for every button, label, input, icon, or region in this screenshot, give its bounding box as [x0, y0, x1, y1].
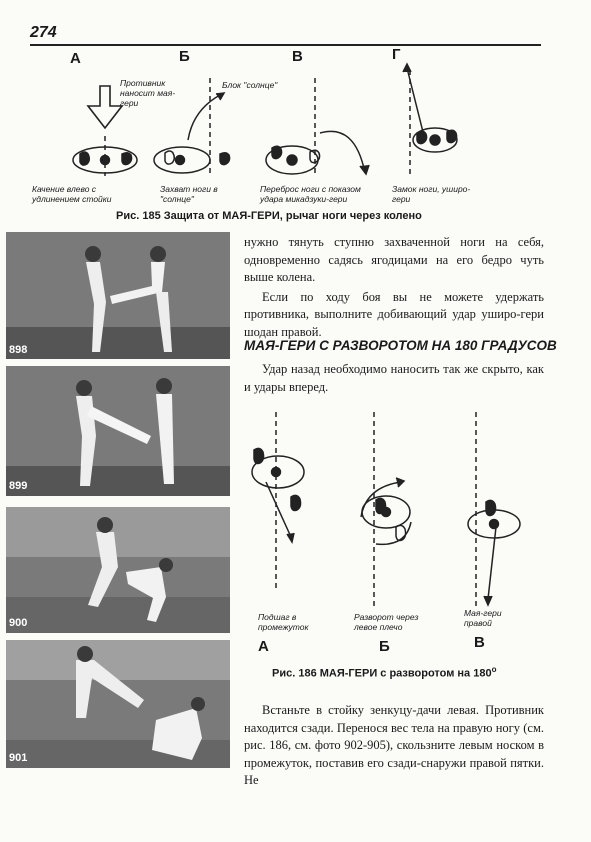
- fig185-letter-v: В: [292, 48, 303, 65]
- fig185-step-b-caption: Захват ноги в "солнце": [160, 184, 218, 204]
- fig185-step-v-caption: Переброс ноги с показом удара микадзуки-гери: [260, 184, 361, 204]
- fig186-letter-v: В: [474, 634, 485, 651]
- block-annotation: Блок "солнце": [222, 80, 278, 90]
- photo-899: [6, 366, 230, 496]
- photo-898-number: 898: [9, 344, 28, 356]
- photo-900: [6, 507, 230, 633]
- fig186-letter-a: А: [258, 638, 269, 655]
- text-block-1: [244, 234, 544, 341]
- fig185-caption: Рис. 185 Защита от МАЯ-ГЕРИ, рычаг ноги через колено: [116, 210, 422, 222]
- fig186-step-v-caption: Мая-гери правой: [464, 608, 502, 628]
- figure-186: [236, 412, 546, 682]
- fig186-panel-v: [468, 412, 520, 607]
- paragraph-back-kick: Удар назад необходимо наносить так же скрыто, как и удары вперед.: [244, 362, 544, 394]
- text-block-3: [244, 702, 544, 790]
- figure-185: [30, 48, 550, 228]
- fig185-panel-g: [403, 64, 457, 176]
- paragraph-stance: Встаньте в стойку зенкуцу-дачи левая. Противник находится сзади. Перенося вес тела на правую ногу (см. рис. 186, см. фото 902-905), скользните левым носком в промежуток, поставив его сзади-снаружи правой пятки. Не: [244, 703, 544, 787]
- photo-901: [6, 640, 230, 768]
- fig185-panel-b: [154, 78, 230, 176]
- fig185-letter-b: Б: [179, 48, 190, 65]
- fig186-step-a-caption: Подшаг в промежуток: [258, 612, 309, 632]
- paragraph-continuation: нужно тянуть ступню захваченной ноги на себя, одновременно садясь ягодицами на его бедро чуть выше колена.: [244, 235, 544, 284]
- text-block-2: [244, 361, 544, 396]
- fig186-drawing: [236, 412, 546, 612]
- header-rule: [30, 44, 541, 46]
- fig185-step-g-caption: Замок ноги, уширо-гери: [392, 184, 471, 204]
- section-heading: МАЯ-ГЕРИ С РАЗВОРОТОМ НА 180 ГРАДУСОВ: [244, 338, 557, 353]
- photo-901-number: 901: [9, 752, 28, 764]
- photo-898: [6, 232, 230, 359]
- fig185-letter-a: А: [70, 50, 81, 67]
- page-number: 274: [30, 24, 57, 41]
- attacker-annotation: Противник наносит мая-гери: [120, 78, 176, 108]
- fig185-letter-g: Г: [392, 46, 401, 63]
- paragraph-finishing-kick: Если по ходу боя вы не можете удержать противника, выполните добивающий удар уширо-гери шодан правой.: [244, 289, 544, 339]
- degree-symbol: о: [491, 665, 497, 674]
- photo-899-number: 899: [9, 480, 28, 492]
- fig186-panel-a: [252, 412, 304, 592]
- photo-900-number: 900: [9, 617, 28, 629]
- fig185-panel-a: [73, 86, 137, 176]
- fig186-caption: [272, 665, 496, 680]
- fig186-letter-b: Б: [379, 638, 390, 655]
- fig185-panel-v: [266, 78, 369, 176]
- fig186-panel-b: [361, 412, 411, 607]
- fig185-step-a-caption: Качение влево с удлинением стойки: [32, 184, 112, 204]
- fig186-caption-text: Рис. 186 МАЯ-ГЕРИ с разворотом на 180: [272, 667, 492, 680]
- fig186-step-b-caption: Разворот через левое плечо: [354, 612, 419, 632]
- fig185-drawing: [30, 48, 550, 188]
